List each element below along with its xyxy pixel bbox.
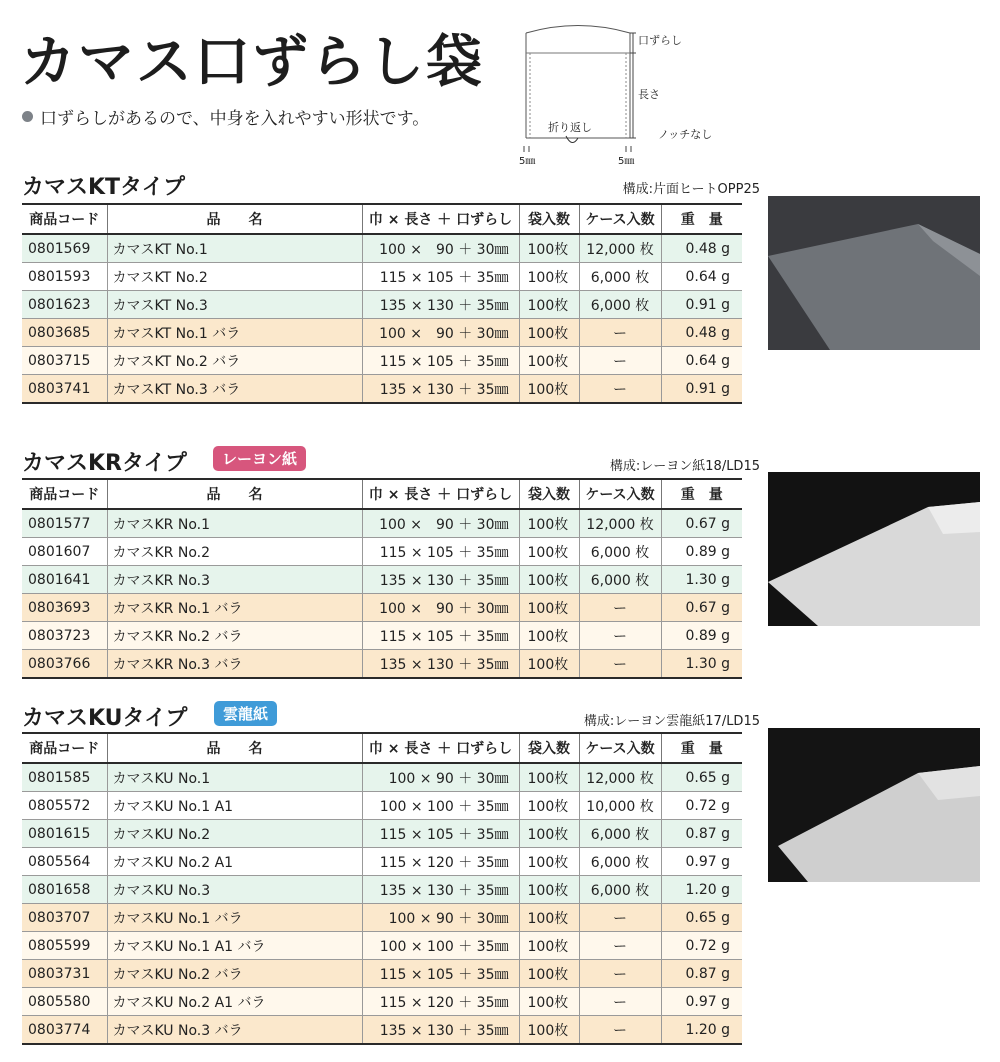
cell-name: カマスKU No.1 A1 [107, 792, 362, 820]
table-row [22, 319, 742, 347]
cell-qty: 100枚 [519, 263, 579, 291]
table-row [22, 876, 742, 904]
cell-case: ー [579, 650, 661, 679]
cell-name: カマスKU No.3 [107, 876, 362, 904]
table-row [22, 263, 742, 291]
header-weight: 重 量 [661, 733, 742, 763]
cell-case: ー [579, 347, 661, 375]
cell-size: 115 × 105 ＋ 35㎜ [362, 538, 519, 566]
header-name: 品 名 [107, 733, 362, 763]
cell-size: 135 × 130 ＋ 35㎜ [362, 1016, 519, 1045]
table-row [22, 509, 742, 538]
cell-case: ー [579, 1016, 661, 1045]
cell-weight: 0.67 g [661, 509, 742, 538]
cell-qty: 100枚 [519, 820, 579, 848]
cell-size: 135 × 130 ＋ 35㎜ [362, 650, 519, 679]
cell-weight: 0.72 g [661, 932, 742, 960]
cell-weight: 0.64 g [661, 263, 742, 291]
cell-name: カマスKR No.3 バラ [107, 650, 362, 679]
cell-size: 135 × 130 ＋ 35㎜ [362, 566, 519, 594]
diagram-kuchi-label: 口ずらし [638, 34, 682, 47]
cell-code: 0801615 [22, 820, 107, 848]
cell-case: ー [579, 375, 661, 404]
table-row [22, 347, 742, 375]
cell-case: ー [579, 319, 661, 347]
table-row [22, 566, 742, 594]
cell-weight: 0.97 g [661, 988, 742, 1016]
cell-case: 6,000 枚 [579, 291, 661, 319]
product-table-kt [22, 203, 742, 404]
page-title: カマス口ずらし袋 [20, 29, 484, 95]
header-size: 巾 × 長さ ＋ 口ずらし [362, 204, 519, 234]
cell-code: 0805599 [22, 932, 107, 960]
cell-size: 100 × 100 ＋ 35㎜ [362, 932, 519, 960]
header-code: 商品コード [22, 733, 107, 763]
product-table-ku [22, 732, 742, 1045]
table-row [22, 960, 742, 988]
cell-size: 135 × 130 ＋ 35㎜ [362, 375, 519, 404]
composition-ku: 構成:レーヨン雲龍紙17/LD15 [583, 714, 760, 729]
cell-case: ー [579, 622, 661, 650]
cell-size: 115 × 105 ＋ 35㎜ [362, 960, 519, 988]
page-subtitle [22, 104, 429, 129]
cell-code: 0803766 [22, 650, 107, 679]
cell-size: 115 × 105 ＋ 35㎜ [362, 622, 519, 650]
table-row [22, 988, 742, 1016]
product-photo-kt [768, 196, 980, 350]
badge-rayon-paper: レーヨン紙 [213, 446, 306, 471]
cell-name: カマスKU No.1 A1 バラ [107, 932, 362, 960]
cell-name: カマスKU No.3 バラ [107, 1016, 362, 1045]
header-weight: 重 量 [661, 479, 742, 509]
cell-code: 0803731 [22, 960, 107, 988]
table-row [22, 538, 742, 566]
diagram-left-margin: 5㎜ [519, 156, 536, 167]
cell-weight: 0.97 g [661, 848, 742, 876]
diagram-notch-label: ノッチなし [658, 128, 713, 141]
table-header-row [22, 733, 742, 763]
table-row [22, 375, 742, 404]
cell-weight: 0.87 g [661, 820, 742, 848]
cell-code: 0805572 [22, 792, 107, 820]
header-size: 巾 × 長さ ＋ 口ずらし [362, 733, 519, 763]
diagram-right-margin: 5㎜ [618, 156, 635, 167]
cell-qty: 100枚 [519, 347, 579, 375]
cell-name: カマスKU No.2 バラ [107, 960, 362, 988]
cell-size: 115 × 120 ＋ 35㎜ [362, 848, 519, 876]
cell-code: 0803715 [22, 347, 107, 375]
cell-qty: 100枚 [519, 594, 579, 622]
product-table-kr [22, 478, 742, 679]
cell-qty: 100枚 [519, 1016, 579, 1045]
table-row [22, 932, 742, 960]
cell-weight: 0.89 g [661, 538, 742, 566]
cell-name: カマスKR No.1 [107, 509, 362, 538]
cell-code: 0801569 [22, 234, 107, 263]
table-row [22, 594, 742, 622]
cell-code: 0801641 [22, 566, 107, 594]
cell-qty: 100枚 [519, 566, 579, 594]
cell-case: 6,000 枚 [579, 566, 661, 594]
cell-qty: 100枚 [519, 375, 579, 404]
cell-case: 6,000 枚 [579, 263, 661, 291]
cell-size: 135 × 130 ＋ 35㎜ [362, 291, 519, 319]
cell-case: ー [579, 932, 661, 960]
cell-name: カマスKU No.2 A1 [107, 848, 362, 876]
product-photo-ku [768, 728, 980, 882]
cell-code: 0801658 [22, 876, 107, 904]
cell-name: カマスKT No.1 バラ [107, 319, 362, 347]
cell-case: 6,000 枚 [579, 820, 661, 848]
cell-weight: 1.30 g [661, 566, 742, 594]
cell-code: 0803693 [22, 594, 107, 622]
cell-case: 12,000 枚 [579, 509, 661, 538]
cell-name: カマスKU No.2 [107, 820, 362, 848]
header-size: 巾 × 長さ ＋ 口ずらし [362, 479, 519, 509]
cell-code: 0801585 [22, 763, 107, 792]
table-header-row [22, 204, 742, 234]
cell-code: 0803774 [22, 1016, 107, 1045]
header-case: ケース入数 [579, 733, 661, 763]
cell-code: 0803707 [22, 904, 107, 932]
cell-qty: 100枚 [519, 848, 579, 876]
cell-size: 115 × 105 ＋ 35㎜ [362, 263, 519, 291]
composition-kr: 構成:レーヨン紙18/LD15 [609, 459, 760, 474]
cell-weight: 1.30 g [661, 650, 742, 679]
header-qty: 袋入数 [519, 733, 579, 763]
table-row [22, 820, 742, 848]
section-title-kr: カマスKRタイプ [22, 451, 187, 476]
cell-size: 115 × 105 ＋ 35㎜ [362, 347, 519, 375]
table-row [22, 650, 742, 679]
cell-qty: 100枚 [519, 932, 579, 960]
table-row [22, 234, 742, 263]
cell-name: カマスKT No.3 [107, 291, 362, 319]
cell-case: ー [579, 960, 661, 988]
table-row [22, 904, 742, 932]
cell-name: カマスKT No.2 [107, 263, 362, 291]
bullet-icon [22, 111, 33, 122]
cell-name: カマスKU No.1 バラ [107, 904, 362, 932]
cell-qty: 100枚 [519, 876, 579, 904]
cell-size: 115 × 105 ＋ 35㎜ [362, 820, 519, 848]
cell-code: 0801593 [22, 263, 107, 291]
cell-weight: 0.91 g [661, 291, 742, 319]
cell-qty: 100枚 [519, 988, 579, 1016]
header-weight: 重 量 [661, 204, 742, 234]
header-case: ケース入数 [579, 204, 661, 234]
cell-size: 100 × 100 ＋ 35㎜ [362, 792, 519, 820]
cell-code: 0803723 [22, 622, 107, 650]
cell-size: 100 × 90 ＋ 30㎜ [362, 509, 519, 538]
cell-weight: 0.64 g [661, 347, 742, 375]
cell-qty: 100枚 [519, 622, 579, 650]
header-code: 商品コード [22, 479, 107, 509]
diagram-fold-label: 折り返し [548, 121, 592, 134]
section-title-kt: カマスKTタイプ [22, 175, 185, 200]
header-name: 品 名 [107, 204, 362, 234]
cell-weight: 0.65 g [661, 763, 742, 792]
cell-name: カマスKU No.2 A1 バラ [107, 988, 362, 1016]
table-row [22, 1016, 742, 1045]
cell-code: 0801577 [22, 509, 107, 538]
cell-size: 100 × 90 ＋ 30㎜ [362, 763, 519, 792]
cell-case: 12,000 枚 [579, 763, 661, 792]
header-name: 品 名 [107, 479, 362, 509]
cell-name: カマスKT No.1 [107, 234, 362, 263]
table-header-row [22, 479, 742, 509]
cell-weight: 0.89 g [661, 622, 742, 650]
cell-size: 135 × 130 ＋ 35㎜ [362, 876, 519, 904]
cell-code: 0801623 [22, 291, 107, 319]
cell-size: 100 × 90 ＋ 30㎜ [362, 594, 519, 622]
cell-code: 0805580 [22, 988, 107, 1016]
header-code: 商品コード [22, 204, 107, 234]
cell-case: 12,000 枚 [579, 234, 661, 263]
composition-kt: 構成:片面ヒートOPP25 [622, 182, 760, 197]
cell-name: カマスKR No.2 バラ [107, 622, 362, 650]
cell-qty: 100枚 [519, 960, 579, 988]
cell-qty: 100枚 [519, 291, 579, 319]
cell-case: 6,000 枚 [579, 538, 661, 566]
cell-size: 115 × 120 ＋ 35㎜ [362, 988, 519, 1016]
cell-name: カマスKR No.3 [107, 566, 362, 594]
cell-qty: 100枚 [519, 509, 579, 538]
table-row [22, 792, 742, 820]
cell-name: カマスKR No.1 バラ [107, 594, 362, 622]
cell-weight: 0.87 g [661, 960, 742, 988]
cell-qty: 100枚 [519, 650, 579, 679]
cell-weight: 0.91 g [661, 375, 742, 404]
cell-case: ー [579, 904, 661, 932]
table-row [22, 622, 742, 650]
table-row [22, 848, 742, 876]
cell-qty: 100枚 [519, 904, 579, 932]
cell-weight: 0.67 g [661, 594, 742, 622]
subtitle-text: 口ずらしがあるので、中身を入れやすい形状です。 [40, 109, 430, 129]
cell-weight: 0.72 g [661, 792, 742, 820]
cell-weight: 0.48 g [661, 319, 742, 347]
cell-case: ー [579, 594, 661, 622]
diagram-length-label: 長さ [638, 88, 660, 101]
header-qty: 袋入数 [519, 204, 579, 234]
cell-qty: 100枚 [519, 319, 579, 347]
cell-weight: 0.65 g [661, 904, 742, 932]
bag-diagram [508, 18, 758, 168]
table-row [22, 763, 742, 792]
cell-size: 100 × 90 ＋ 30㎜ [362, 904, 519, 932]
cell-size: 100 × 90 ＋ 30㎜ [362, 319, 519, 347]
cell-code: 0805564 [22, 848, 107, 876]
cell-qty: 100枚 [519, 763, 579, 792]
table-row [22, 291, 742, 319]
cell-name: カマスKT No.3 バラ [107, 375, 362, 404]
cell-weight: 0.48 g [661, 234, 742, 263]
cell-case: 6,000 枚 [579, 848, 661, 876]
cell-code: 0803741 [22, 375, 107, 404]
header-qty: 袋入数 [519, 479, 579, 509]
cell-size: 100 × 90 ＋ 30㎜ [362, 234, 519, 263]
cell-name: カマスKT No.2 バラ [107, 347, 362, 375]
cell-name: カマスKU No.1 [107, 763, 362, 792]
cell-case: 10,000 枚 [579, 792, 661, 820]
cell-qty: 100枚 [519, 792, 579, 820]
cell-code: 0801607 [22, 538, 107, 566]
cell-qty: 100枚 [519, 234, 579, 263]
product-photo-kr [768, 472, 980, 626]
cell-case: 6,000 枚 [579, 876, 661, 904]
cell-qty: 100枚 [519, 538, 579, 566]
cell-weight: 1.20 g [661, 876, 742, 904]
cell-name: カマスKR No.2 [107, 538, 362, 566]
cell-case: ー [579, 988, 661, 1016]
cell-weight: 1.20 g [661, 1016, 742, 1045]
cell-code: 0803685 [22, 319, 107, 347]
section-title-ku: カマスKUタイプ [22, 706, 188, 731]
header-case: ケース入数 [579, 479, 661, 509]
badge-unryu-paper: 雲龍紙 [214, 701, 277, 726]
